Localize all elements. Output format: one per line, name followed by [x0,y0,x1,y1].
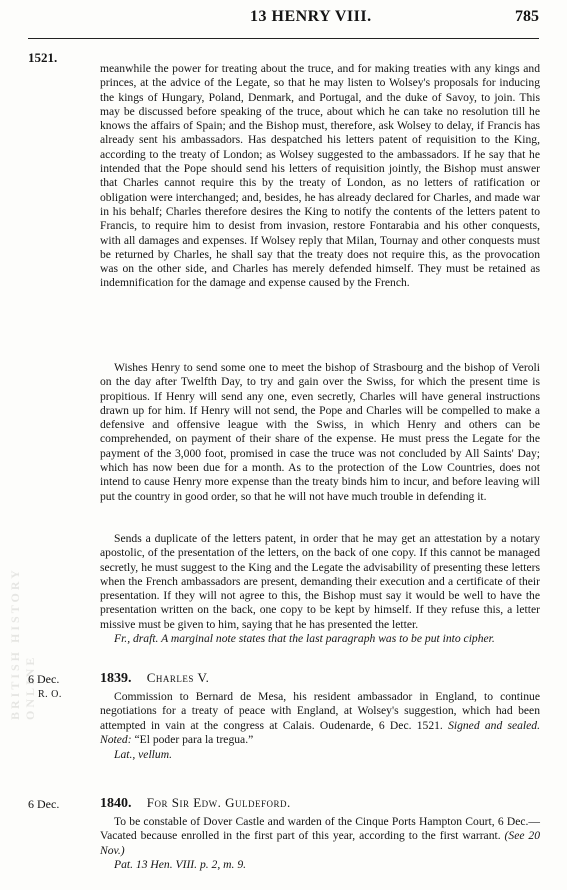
header-rule [28,38,539,39]
entry-1839-title: Charles V. [146,670,210,685]
entry-1839-text [100,690,540,747]
paragraph-1 [100,62,540,291]
entry-1839-quote: “El poder para la tregua.” [134,732,254,746]
paragraph-3 [100,532,540,632]
entry-1839-body [100,690,540,762]
watermark-stamp: BRITISH HISTORY ONLINE [8,567,37,720]
entry-1840-title: For Sir Edw. Guldeford. [146,795,291,810]
entry-1840-warrant: To be constable of Dover Castle and warden of the Cinque Ports Hampton Court, 6 Dec.—Vacated because enrolled in the first part of this year, according to the first warrant. [100,815,540,843]
entry-1840-number: 1840. [100,796,132,811]
entry-1840-heading [100,795,291,812]
running-head: 13 HENRY VIII. [250,8,372,25]
entry-1839-commission: Commission to Bernard de Mesa, his resident ambassador in England, to continue negotiations for a treaty of peace with England, at Wolsey's suggestion, which had been attempted in vain at the congress at Calais. Oudenarde, 6 Dec. 1521. [100,690,540,732]
draft-note-text: Fr., draft. A marginal note states that the last paragraph was to be put into cipher. [114,632,495,645]
year-margin: 1521. [28,50,58,65]
entry-1839-signed: Signed and sealed. Noted: [100,718,540,746]
entry-1840-body [100,815,540,872]
entry-1840-source: Pat. 13 Hen. VIII. p. 2, m. 9. [114,857,247,871]
page-number: 785 [515,8,539,25]
entry-1839-heading [100,670,209,687]
paragraph-1-text: meanwhile the power for treating about the truce, and for making treaties with any kings and princes, at the advice of the Legate, so that he may listen to Wolsey's proposals for inducing the kings of Hungary, Poland, Denmark, and Portugal, and the duke of Savoy, to join. This may be discussed before speaking of the truce, about which he can take no resolution till he knows the affairs of Spain; and the Bishop must, therefore, ask Wolsey to delay, if Francis has already sent his ambassadors. Has despatched his letters patent of requisition to the King, according to the treaty of London; as Wolsey suggested to the ambassadors. If he say that he intended that the Pope should send his letters of requisition jointly, the Bishop must answer that Charles cannot require this by the treaty of London, as no letters of ratification or obligation were interchanged; and, besides, he has already declared for Charles, and made war in his behalf; Charles therefore desires the King to notify the contents of the letters patent to Francis, to require him to desist from invasion, restore Fontarabia and his other conquests, with all damages and expenses. If Wolsey reply that Milan, Tournay and other conquests must be returned by Charles, he shall say that the treaty does not require this, as the provocation was on the other side, and Charles has merely defended himself. They must be retained as indemnification for the damage and expense caused by the French. [100,62,540,290]
entry-1839-number: 1839. [100,671,132,686]
entry-1840-date: 6 Dec. [28,797,60,811]
page-header [0,8,567,28]
paragraph-2 [100,361,540,504]
entry-1839-date: 6 Dec. [28,672,60,686]
entry-1840-text [100,815,540,858]
entry-1839-source: Lat., vellum. [114,748,172,762]
paragraph-3-text: Sends a duplicate of the letters patent, in order that he may get an attestation by a notary apostolic, of the presentation of the letters, on the back of one copy. If this cannot be managed secretly, he must suggest to the King and the Legate the advisability of presenting these letters when the French ambassadors are present, demanding their execution and a certificate of their presentation. If they will not agree to this, the Bishop must say it would be well to have the presentation written on the back, one copy to be kept by himself. If they refuse this, a letter missive must be given to him, saying that he has presented the letter. [100,532,540,631]
entry-1840-see: (See 20 Nov.) [100,829,540,857]
entry-1839-ref: R. O. [38,689,62,700]
paragraph-2-text: Wishes Henry to send some one to meet the bishop of Strasbourg and the bishop of Veroli on the day after Twelfth Day, to try and gain over the Swiss, for which the present time is propitious. If Henry will send any one, even secretly, Charles will have general instructions drawn up for him. If Henry will not send, the Pope and Charles will be compelled to make a defensive and offensive league with the Swiss, in which Henry and others can be comprehended, on payment of their share of the expense. He must press the Legate for the payment of the 3,000 foot, promised in case the truce was not concluded by All Saints' Day; which has now been due for a month. As to the protection of the Low Countries, does not intend to cause Henry more expense than the treaty binds him to incur, and before leaving will put the country in good order, so that he will not have much trouble in defending it. [100,361,540,503]
draft-note [100,632,540,646]
